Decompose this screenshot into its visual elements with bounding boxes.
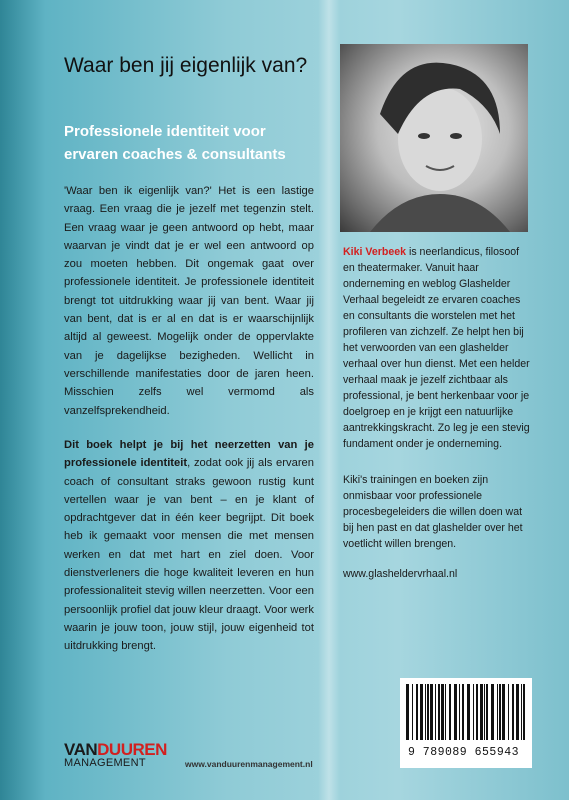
author-bio-2: Kiki's trainingen en boeken zijn onmisbaar voor professionele procesbegeleiders die willen doen wat bij hen past en dat glashelder over het voetlicht willen brengen. xyxy=(343,474,523,550)
barcode-bar xyxy=(406,684,409,740)
barcode-bar xyxy=(508,684,509,740)
barcode-bar xyxy=(521,684,522,740)
barcode-bar xyxy=(445,684,446,740)
author-bio xyxy=(343,244,533,452)
barcode-bar xyxy=(516,684,519,740)
blurb-paragraph-2 xyxy=(64,436,314,656)
author-name: Kiki Verbeek xyxy=(343,246,407,258)
barcode-bar xyxy=(412,684,413,740)
barcode-bar xyxy=(449,684,451,740)
publisher-logo-management: MANAGEMENT xyxy=(64,757,146,769)
barcode-bar xyxy=(523,684,525,740)
barcode-bar xyxy=(499,684,501,740)
barcode-bar xyxy=(438,684,440,740)
blurb-bold-lead: Dit boek helpt je bij het neerzetten van je professionele identiteit xyxy=(64,439,314,470)
barcode-bar xyxy=(497,684,498,740)
barcode-bar xyxy=(459,684,460,740)
barcode-bar xyxy=(512,684,514,740)
barcode-bar xyxy=(462,684,464,740)
barcode-bar xyxy=(486,684,488,740)
book-subtitle: Professionele identiteit voor ervaren coaches & consultants xyxy=(64,123,286,163)
author-website: www.glasheldervrhaal.nl xyxy=(343,568,458,580)
barcode-bar xyxy=(480,684,483,740)
barcode-bar xyxy=(476,684,478,740)
barcode-bar xyxy=(435,684,436,740)
barcode-bar xyxy=(484,684,485,740)
barcode-bar xyxy=(473,684,474,740)
publisher-logo-duuren: DUUREN xyxy=(97,740,167,759)
barcode-bar xyxy=(467,684,470,740)
book-title: Waar ben jij eigenlijk van? xyxy=(64,54,308,77)
publisher-url: www.vanduurenmanagement.nl xyxy=(185,759,313,769)
barcode-bar xyxy=(491,684,494,740)
author-bio-text: is neerlandicus, filosoof en theatermaker. Vanuit haar onderneming en weblog Glashelder Verhaal begeleidt ze ervaren coaches en consultants die worstelen met het profileren van zichzelf. Ze helpt hen bij het verwoorden van een glashelder verhaal over hun dienst. Met een helder verhaal maak je jezelf zichtbaar als professional, je bent herkenbaar voor je doelgroep en je krijgt een natuurlijke aantrekkingskracht. Zo leg je een stevig fundament onder je onderneming. xyxy=(343,246,530,450)
barcode-bar xyxy=(420,684,423,740)
publisher-logo-van: VAN xyxy=(64,740,98,759)
barcode-bar xyxy=(416,684,418,740)
blurb-paragraph-1: 'Waar ben ik eigenlijk van?' Het is een lastige vraag. Een vraag die je jezelf met tegenzin stelt. Een vraag waar je geen antwoord op hebt, maar waarvan je vindt dat je er wel een antwoord op zou moeten hebben. Dit ongemak gaat over professionele identiteit. Je professionele identiteit brengt tot uitdrukking waar jij van bent. Waar jij van bent, dat is er al en dat is er waarschijnlijk altijd al geweest. Mogelijk onder de oppervlakte van je dagelijkse bezigheden. Wellicht in verschillende manifestaties door de jaren heen. Misschien zelfs wel vermomd als vanzelfsprekendheid. xyxy=(64,185,314,417)
barcode-bar xyxy=(427,684,429,740)
barcode-bar xyxy=(430,684,433,740)
publisher-logo xyxy=(64,740,184,769)
barcode-bar xyxy=(454,684,457,740)
barcode-bar xyxy=(441,684,444,740)
author-photo xyxy=(340,44,528,232)
blurb-paragraph-2-text: , zodat ook jij als ervaren coach of consultant straks gewoon rustig kunt vertellen waar je van bent – en je klant of opdrachtgever dat in één keer begrijpt. Dit boek heb ik gemaakt voor mensen die met mensen werken en dat met hart en ziel doen. Voor dienstverleners die hoge kwaliteit leveren en hun professionaliteit stevig willen neerzetten. Voor een persoonlijk profiel dat jouw kleur draagt. Voor werk waarin je jouw toon, jouw stijl, jouw eigenheid tot uitdrukking brengt. xyxy=(64,457,314,653)
barcode-bar xyxy=(502,684,505,740)
isbn-number: 9 789089 655943 xyxy=(408,746,520,759)
barcode-bar xyxy=(425,684,426,740)
